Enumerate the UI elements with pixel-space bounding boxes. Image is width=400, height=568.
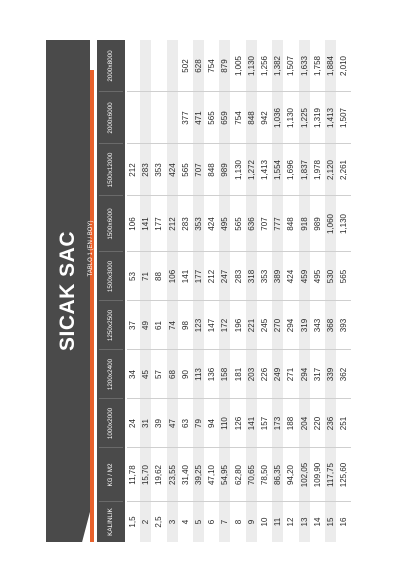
column-rule	[127, 300, 351, 301]
column-header-2: 1000x2000	[107, 407, 114, 440]
table-cell: 158	[220, 367, 230, 382]
table-cell: 1,696	[286, 159, 296, 181]
table-cell	[127, 92, 138, 144]
table-cell: 172	[220, 318, 230, 333]
table-cell: 157	[260, 416, 269, 431]
table-row	[299, 40, 310, 542]
table-cell: 848	[246, 111, 256, 125]
table-cell: 79	[194, 419, 203, 428]
column-header-3: 1200x2400	[107, 358, 114, 391]
table-cell: 271	[286, 367, 296, 382]
table-row	[246, 40, 257, 542]
table-cell: 502	[180, 59, 190, 73]
column-header-5: 1500x3000	[107, 260, 114, 293]
table-row	[219, 40, 230, 542]
table-cell: 110	[220, 417, 230, 430]
table-cell: 53	[128, 272, 137, 281]
table-cell: 1,272	[246, 159, 256, 181]
table-row	[285, 40, 296, 542]
table-cell: 90	[180, 370, 190, 379]
table-cell: 353	[260, 269, 269, 284]
column-header-1: KG / M2	[107, 463, 114, 487]
table-row	[338, 40, 349, 542]
table-cell: 362	[339, 367, 349, 382]
table-cell: 283	[180, 217, 190, 231]
table-cell: 123	[194, 318, 203, 333]
header-separator	[99, 91, 123, 92]
table-cell: 15	[326, 517, 335, 527]
table-cell: 204	[299, 416, 309, 431]
table-row	[180, 40, 191, 542]
table-cell: 10	[260, 517, 269, 527]
table-cell: 317	[312, 367, 322, 382]
table-cell: 283	[233, 269, 243, 284]
table-cell: 7	[220, 519, 230, 525]
table-cell: 31	[141, 419, 151, 428]
page-title: SICAK SAC	[56, 231, 79, 352]
table-cell: 989	[220, 163, 230, 177]
table-cell: 177	[154, 217, 164, 231]
table-cell: 141	[246, 416, 256, 431]
table-cell: 39	[154, 419, 164, 428]
table-cell: 565	[207, 111, 217, 125]
column-header-8: 2000x6000	[107, 102, 114, 134]
table-cell: 377	[180, 111, 190, 125]
table-cell: 13	[299, 517, 309, 527]
table-cell: 754	[207, 59, 217, 73]
table-cell: 343	[312, 318, 322, 333]
table-cell: 1,130	[286, 107, 296, 129]
table-cell: 1,413	[326, 107, 335, 129]
table-cell: 188	[286, 416, 296, 431]
column-rule	[127, 251, 351, 252]
table-cell: 628	[194, 59, 203, 73]
table-cell: 94,20	[286, 464, 296, 486]
table-cell: 1,256	[260, 55, 269, 77]
table-cell: 71	[141, 272, 151, 281]
group-header: TABLO 1 (EN / BOY)	[88, 220, 94, 277]
table-row	[167, 40, 178, 542]
column-header-0: KALINLIK	[107, 508, 114, 536]
table-cell: 19,62	[154, 464, 164, 486]
table-cell: 1,225	[299, 107, 309, 129]
table-cell: 141	[141, 217, 151, 231]
table-cell: 203	[246, 367, 256, 382]
table-cell: 86,35	[273, 464, 283, 486]
table-cell: 565	[233, 217, 243, 231]
table-cell: 136	[207, 367, 217, 382]
table-cell: 1,5	[128, 516, 137, 528]
table-cell: 1,060	[326, 213, 335, 235]
header-separator	[99, 447, 123, 448]
table-cell	[153, 92, 164, 144]
table-cell	[167, 92, 178, 144]
table-row	[272, 40, 283, 542]
table-cell: 212	[207, 269, 217, 284]
table-cell: 707	[260, 217, 269, 231]
table-cell: 318	[246, 269, 256, 284]
table-cell: 247	[220, 269, 230, 284]
table-cell: 918	[299, 217, 309, 231]
table-cell: 6	[207, 519, 217, 525]
table-cell: 777	[273, 217, 283, 231]
table-cell: 319	[299, 318, 309, 333]
table-cell: 16	[339, 517, 349, 527]
table-cell: 15,70	[141, 464, 151, 486]
table-cell: 78,50	[260, 464, 269, 486]
table-cell: 1,884	[326, 55, 335, 77]
column-header-7: 1500x12000	[107, 152, 114, 188]
table-cell: 565	[339, 269, 349, 284]
table-cell: 212	[167, 217, 177, 231]
table-cell: 1,130	[246, 55, 256, 77]
table-cell: 23,55	[167, 464, 177, 486]
table-cell: 125,60	[339, 462, 349, 488]
accent-strip	[90, 70, 94, 542]
table-cell: 109,90	[312, 462, 322, 488]
table-cell	[153, 40, 164, 92]
table-row	[140, 40, 151, 542]
table-cell: 1,130	[233, 159, 243, 181]
table-cell: 251	[339, 416, 349, 431]
column-header-6: 1500x6000	[107, 208, 114, 240]
table-row	[325, 40, 336, 542]
column-header-9: 2000x8000	[107, 50, 114, 82]
table-cell: 879	[220, 59, 230, 73]
table-cell: 1,319	[312, 107, 322, 129]
table-cell: 636	[246, 217, 256, 231]
table-row	[312, 40, 323, 542]
table-cell: 212	[128, 163, 137, 177]
column-rule	[127, 195, 351, 196]
table-cell: 495	[220, 217, 230, 231]
table-cell: 47,10	[207, 464, 217, 486]
table-cell: 1,005	[233, 55, 243, 77]
table-cell: 1,507	[339, 107, 349, 129]
table-cell: 368	[326, 318, 335, 333]
table-cell: 181	[233, 367, 243, 382]
table-cell: 34	[128, 370, 137, 379]
table-cell: 117,75	[326, 463, 335, 487]
header-separator	[99, 143, 123, 144]
table-cell: 1,130	[339, 213, 349, 235]
table-cell: 424	[167, 163, 177, 177]
table-cell: 141	[180, 269, 190, 284]
table-cell: 70,65	[246, 464, 256, 486]
header-separator	[99, 195, 123, 196]
table-cell: 707	[194, 163, 203, 177]
table-cell: 177	[194, 269, 203, 284]
table-cell: 24	[128, 419, 137, 428]
table-cell: 393	[339, 318, 349, 333]
column-rule	[127, 143, 351, 144]
table-cell: 113	[194, 368, 203, 381]
table-cell: 1,382	[273, 55, 283, 77]
table-cell: 39,25	[194, 464, 203, 486]
table-cell: 848	[286, 217, 296, 231]
table-cell	[140, 92, 151, 144]
table-cell: 2,120	[326, 159, 335, 181]
table-cell: 1,507	[286, 55, 296, 77]
table-cell: 226	[260, 367, 269, 382]
table-cell: 283	[141, 163, 151, 177]
header-separator	[99, 501, 123, 502]
table-cell: 353	[154, 163, 164, 177]
table-row	[233, 40, 244, 542]
table-cell: 1,633	[299, 55, 309, 77]
table-cell: 659	[220, 111, 230, 125]
column-rule	[127, 501, 351, 502]
table-cell: 2	[141, 519, 151, 525]
table-cell: 47	[167, 419, 177, 428]
table-cell: 989	[312, 217, 322, 231]
table-cell: 31,40	[180, 464, 190, 486]
table-cell: 459	[299, 269, 309, 284]
header-separator	[99, 300, 123, 301]
column-rule	[127, 91, 351, 92]
table-cell: 61	[154, 321, 164, 330]
header-separator	[99, 398, 123, 399]
table-cell	[140, 40, 151, 92]
table-cell: 245	[260, 318, 269, 333]
table-cell: 530	[326, 269, 335, 284]
table-cell: 294	[286, 318, 296, 333]
table-cell: 68	[167, 370, 177, 379]
table-cell: 9	[246, 519, 256, 525]
table-cell: 98	[180, 321, 190, 330]
column-rule	[127, 447, 351, 448]
table-cell: 63	[180, 419, 190, 428]
table-cell: 220	[312, 416, 322, 431]
table-cell: 1,978	[312, 159, 322, 181]
table-cell: 4	[180, 519, 190, 525]
table-cell: 11	[273, 517, 283, 527]
header-separator	[99, 251, 123, 252]
table-cell: 942	[260, 111, 269, 125]
table-cell: 106	[128, 217, 137, 231]
table-cell: 754	[233, 111, 243, 125]
table-cell: 1,554	[273, 159, 283, 181]
header-separator	[99, 349, 123, 350]
table-cell: 1,413	[260, 159, 269, 181]
table-cell: 353	[194, 217, 203, 231]
table-cell: 2,261	[339, 159, 349, 181]
table-cell: 848	[207, 163, 217, 177]
column-header-4: 1250x2500	[107, 309, 114, 342]
table-cell: 126	[233, 416, 243, 431]
table-cell: 294	[299, 367, 309, 382]
table-cell: 339	[326, 367, 335, 382]
table-row	[127, 40, 138, 542]
table-row	[259, 40, 270, 542]
table-cell: 14	[312, 517, 322, 527]
table-cell: 94	[207, 419, 217, 428]
table-cell	[167, 40, 178, 92]
table-cell: 2,010	[339, 55, 349, 77]
table-cell: 2,5	[154, 516, 164, 528]
column-rule	[127, 398, 351, 399]
table-row	[193, 40, 204, 542]
table-cell: 147	[207, 318, 217, 333]
table-cell: 471	[194, 111, 203, 125]
table-cell: 102,05	[299, 462, 309, 488]
table-cell: 3	[167, 519, 177, 525]
table-cell: 565	[180, 163, 190, 177]
table-cell: 236	[326, 416, 335, 431]
table-cell: 62,80	[233, 464, 243, 486]
table-cell: 106	[167, 269, 177, 284]
table-cell: 1,837	[299, 159, 309, 181]
table-cell: 37	[128, 321, 137, 330]
table-cell: 1,758	[312, 55, 322, 77]
table-cell: 54,95	[220, 464, 230, 486]
table-cell: 1,036	[273, 107, 283, 129]
table-row	[206, 40, 217, 542]
table-cell: 424	[207, 217, 217, 231]
table-cell: 495	[312, 269, 322, 284]
table-cell: 88	[154, 272, 164, 281]
table-cell: 5	[194, 519, 203, 525]
table-cell: 173	[273, 416, 283, 431]
table-cell: 196	[233, 318, 243, 333]
table-cell: 424	[286, 269, 296, 284]
table-cell	[127, 40, 138, 92]
table-cell: 45	[141, 370, 151, 379]
table-row	[153, 40, 164, 542]
table-cell: 57	[154, 370, 164, 379]
table-cell: 11,78	[128, 465, 137, 485]
table-cell: 221	[246, 318, 256, 333]
table-cell: 12	[286, 517, 296, 527]
table-cell: 49	[141, 321, 151, 330]
table-cell: 249	[273, 367, 283, 382]
table-cell: 270	[273, 318, 283, 333]
column-rule	[127, 349, 351, 350]
table-cell: 389	[273, 269, 283, 284]
table-cell: 8	[233, 519, 243, 525]
table-cell: 74	[167, 321, 177, 330]
